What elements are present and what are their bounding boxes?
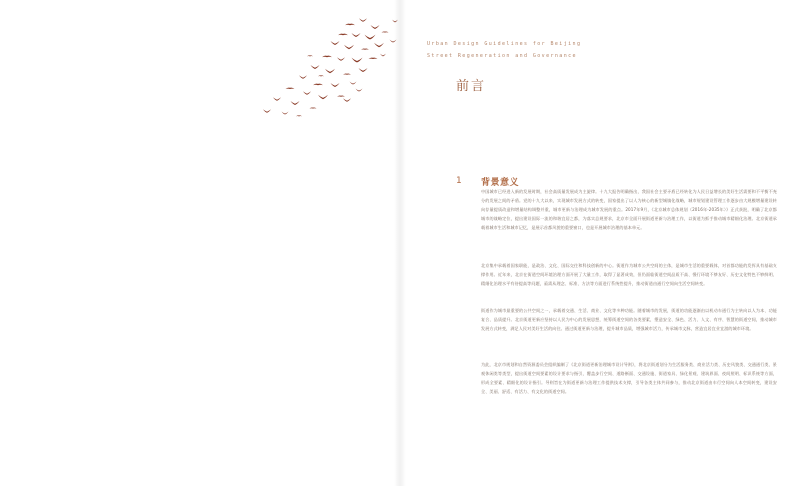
bird-icon — [350, 81, 357, 84]
bird-icon — [361, 49, 369, 50]
bird-icon — [356, 88, 363, 91]
page-title: 前言 — [456, 79, 487, 94]
bird-icon — [380, 54, 386, 57]
bird-icon — [338, 34, 348, 36]
book-spine — [394, 0, 406, 486]
bird-icon — [331, 83, 340, 87]
paragraph-3: 街道作为城市最重要的公共空间之一，承载着交通、生活、商业、文化等多种功能。随着城市的发展，街道的功能逐渐由以机动车通行为主转向以人为本、功能复合、品质提升。北京街道更新应坚持以人民为中心的发展思想，统筹街道空间的各类要素，塑造安全、绿色、活力、人文、有序、智慧的街道空间，推动城市发展方式转变，满足人民对美好生活的向往。通过街道更新与治理，提升城市品质，增强城市活力，传承城市文脉，营造宜居宜业宜游的城市环境。 — [481, 308, 777, 331]
bird-icon — [303, 91, 311, 95]
bird-icon — [337, 96, 345, 97]
bird-icon — [291, 101, 300, 105]
bird-icon — [359, 18, 367, 22]
paragraph-1: 中国城市已经进入新的发展时期，社会高质量发展成为主旋律。十九大报告明确指出，我国社会主要矛盾已经转化为人民日益增长的美好生活需要和不平衡不充分的发展之间的矛盾。党的十九大以来，实现城市发展方式的转变，国家提出了以人为核心的新型城镇化战略，城市规划建设管理工作逐步由大规模增量建设转向存量提质改造和增量结构调整并重，城市更新与治理成为城市发展的重点。2017年9月，《北京城市总体规划（2016年-2035年）》正式获批，明确了北京都城市的战略定位，提出建设国际一流的和谐宜居之都，为落实总规要求，北京市全面开展街道更新与治理工作，以街道为抓手推动城市精细化治理。北京街道承载着城市生活和城市记忆，是展示首都风貌的重要窗口，也是开展城市治理的基本单元。 — [481, 189, 777, 230]
bird-icon — [310, 107, 317, 108]
bird-icon — [273, 97, 281, 101]
bird-icon — [343, 74, 351, 75]
section-title: 背景意义 — [481, 178, 520, 188]
paragraph-2: 北京集中承载着国家职能，是政治、文化、国际交往和科技创新的中心。街道作为城市公共空间的主体，是城市生活的重要载体，对首都功能的发挥具有基础支撑作用。近年来，北京在街道空间环境治理方面开展了大量工作，取得了显著成效，但仍面临街道空间品质不高、慢行环境不够友好、历史文化特色不够鲜明、精细化治理水平有待提高等问题，亟需从理念、标准、方法等方面进行系统性提升，推动街道由通行空间向生活空间转变。 — [481, 263, 777, 286]
bird-icon — [382, 31, 389, 32]
bird-icon — [359, 68, 368, 72]
bird-icon — [263, 109, 271, 113]
bird-icon — [374, 43, 384, 47]
bird-icon — [352, 33, 361, 37]
right-page — [400, 0, 800, 486]
bird-icon — [307, 55, 313, 56]
bird-icon — [365, 35, 376, 40]
subtitle-line-1: Urban Design Guidelines for Beijing — [427, 41, 582, 47]
bird-icon — [318, 95, 328, 99]
section-number: 1 — [456, 176, 462, 186]
bird-icon — [371, 25, 380, 29]
bird-icon — [286, 88, 295, 89]
paragraph-4: 为此，北京市规划和自然资源委员会组织编制了《北京街道更新治理城市设计导则》，将北京街道划分为生活服务类、商业活力类、历史风貌类、交通通行类、景观休闲类等类型，提出街道空间要素的设计要求与指引，覆盖步行空间、道路断面、交通设施、街道家具、绿化景观、建筑界面、夜间照明、标识系统等方面，形成全要素、精细化的设计指引。导则旨在为街道更新与治理工作提供技术支撑，引导各类主体共同参与，推动北京街道由车行空间向人本空间转变，建设安全、美丽、舒适、有活力、有文化的街道空间。 — [481, 362, 777, 394]
bird-icon — [322, 56, 332, 58]
bird-icon — [345, 24, 355, 26]
bird-icon — [296, 115, 302, 116]
bird-icon — [325, 69, 335, 73]
bird-icon — [343, 98, 351, 102]
bird-icon — [313, 84, 323, 86]
bird-icon — [331, 41, 340, 45]
bird-icon — [311, 65, 320, 69]
bird-icon — [352, 58, 363, 63]
bird-icon — [282, 111, 289, 114]
bird-icon — [344, 45, 354, 49]
subtitle-line-2: Street Regeneration and Governance — [427, 53, 577, 59]
bird-icon — [299, 75, 307, 79]
bird-icon — [318, 75, 324, 76]
bird-icon — [337, 57, 345, 61]
bird-icon — [369, 58, 378, 59]
